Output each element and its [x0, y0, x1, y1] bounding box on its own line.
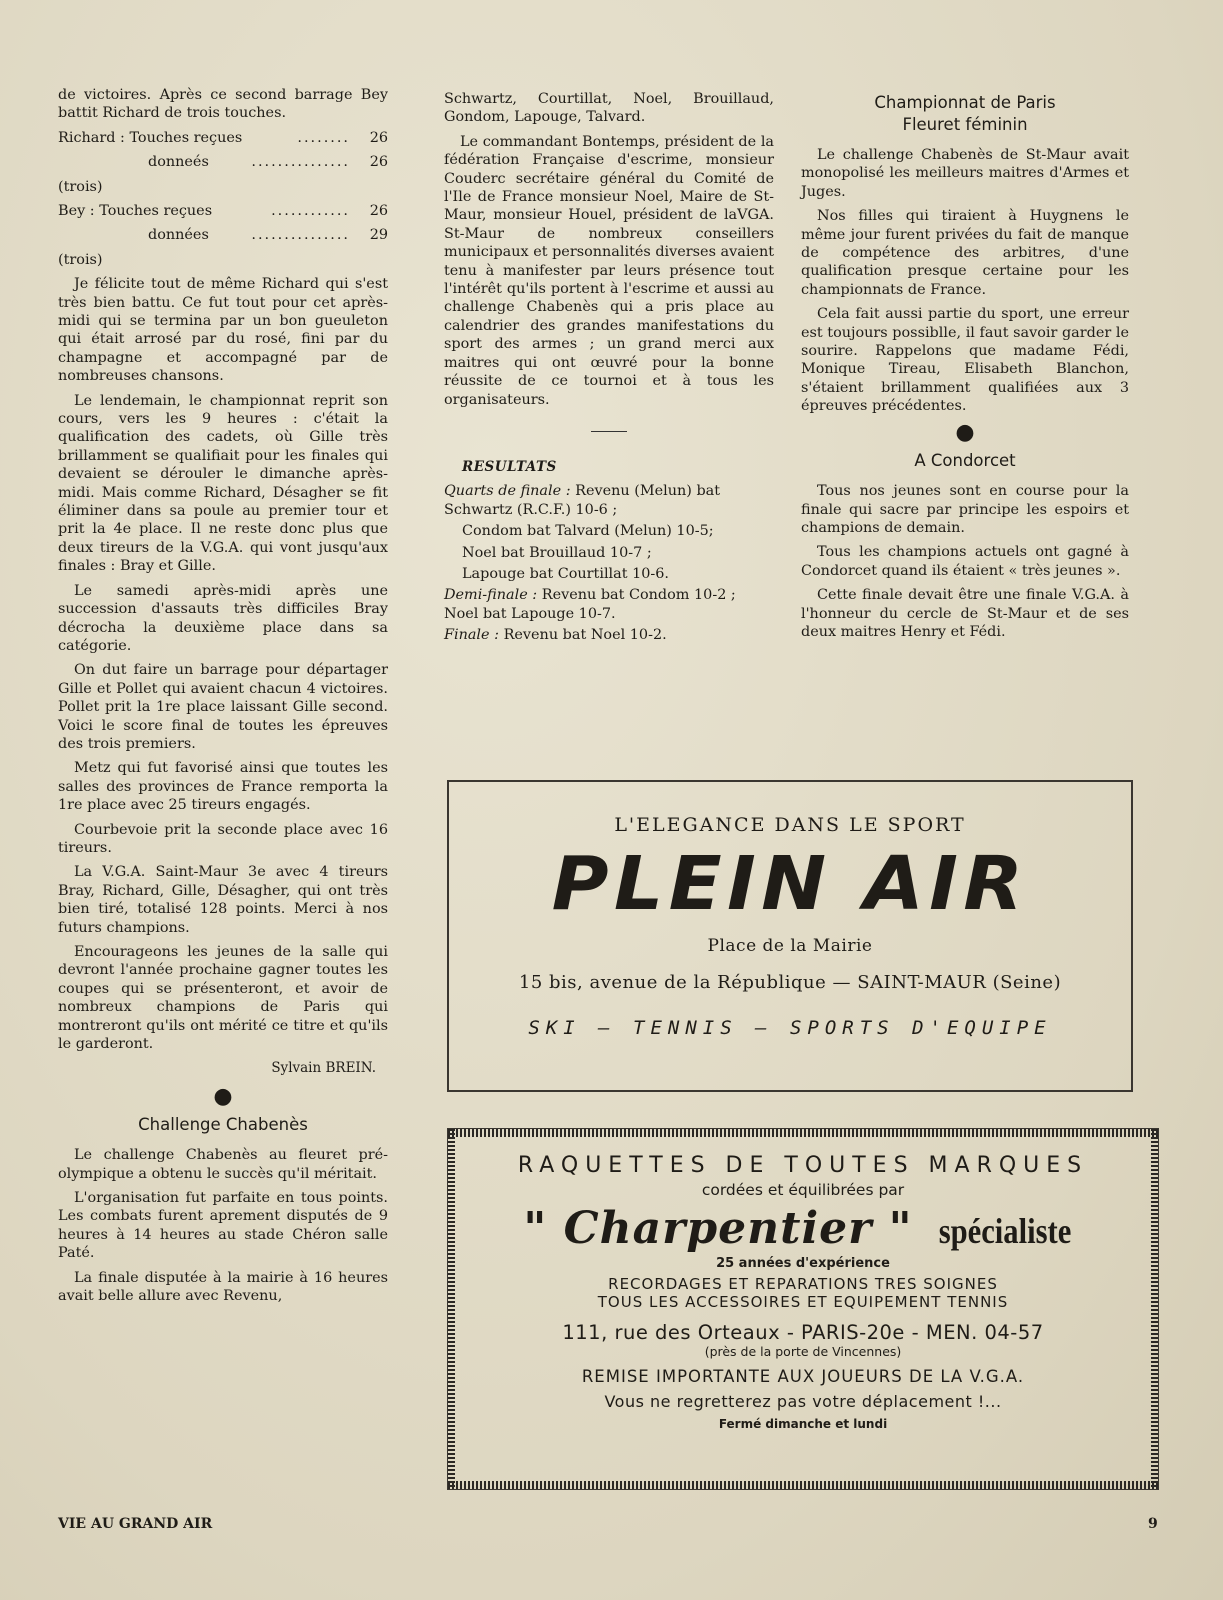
paragraph: Courbevoie prit la seconde place avec 16 tireurs.	[58, 821, 388, 856]
leader-dots: ........	[297, 129, 350, 146]
score-value: 29	[369, 227, 388, 244]
paragraph: L'organisation fut parfaite en tous points. Les combats furent aprement disputés de 9 heures à 14 heures au stade Chéron salle Paté.	[58, 1190, 388, 1262]
score-name: donneés	[148, 154, 209, 171]
paragraph: Schwartz, Courtillat, Noel, Brouillaud, Gondom, Lapouge, Talvard.	[444, 91, 774, 126]
publication-name: VIE AU GRAND AIR	[58, 1516, 213, 1532]
ad-subline: cordées et équilibrées par	[701, 1181, 905, 1199]
paragraph: Encourageons les jeunes de la salle qui devront l'année prochaine gagner toutes les coupes qui se présenteront, et avoir de nombreux champions de Paris qui montreront qu'ils ont mérité ce titre et qu'ils le garderont.	[58, 944, 388, 1053]
result-line: Quarts de finale : Revenu (Melun) bat Schwartz (R.C.F.) 10-6 ;	[444, 483, 721, 518]
section-bullet: ●	[955, 419, 975, 445]
section-heading: A Condorcet	[914, 451, 1016, 471]
paragraph: La V.G.A. Saint-Maur 3e avec 4 tireurs Bray, Richard, Gille, Désagher, qui ont très bien tiré, totalisé 128 points. Merci à nos futurs champions.	[58, 864, 388, 936]
ad-experience: 25 années d'expérience	[716, 1256, 890, 1271]
paragraph: Le lendemain, le championnat reprit son cours, vers les 9 heures : c'était la qualification des cadets, où Gille très brillamment se qualifiait pour les finales qui devaient se dérouler le dimanche après-midi. Mais comme Richard, Désagher se fit éliminer dans sa poule au premier tour et prit la 4e place. Il ne reste donc plus que deux tireurs de la V.G.A. qui vont jusqu'aux finales : Bray et Gille.	[58, 392, 388, 575]
ad-address: 15 bis, avenue de la République — SAINT-MAUR (Seine)	[518, 972, 1062, 993]
paragraph: de victoires. Après ce second barrage Bey battit Richard de trois touches.	[58, 87, 388, 122]
score-name: données	[148, 227, 209, 244]
result-line: Noel bat Brouillaud 10-7 ;	[462, 544, 652, 561]
paragraph: Je félicite tout de même Richard qui s'est très bien battu. Ce fut tout pour cet après-midi qui se termina par un bon gueuleton qui était arrosé par du rosé, fini par du champagne et accompagné par de nombreuses chansons.	[58, 276, 388, 385]
ad-brand: PLEIN AIR	[551, 841, 1029, 927]
paragraph: Le commandant Bontemps, président de la fédération Française d'escrime, monsieur Couderc secrétaire général du Comité de l'Ile de France monsieur Noel, Maire de St-Maur, monsieur Houel, président de laVGA. St-Maur de nombreux conseillers municipaux et personnalités diverses avaient tenu à manifester par leurs présence tout l'intérêt qu'ils portent à l'escrime et aussi au challenge Chabenès qui a pris place au calendrier des grandes manifestations du sport des armes ; un grand merci aux maitres qui ont œuvré pour la bonne réussite de ce tournoi et à tous les organisateurs.	[444, 133, 774, 408]
paragraph: Tous les champions actuels ont gagné à Condorcet quand ils étaient « très jeunes ».	[801, 544, 1129, 579]
advertisement-plein-air	[447, 780, 1133, 1092]
paragraph: Cela fait aussi partie du sport, une erreur est toujours possiblle, il faut savoir garder le sourire. Rappelons que madame Fédi, Monique Tireau, Elisabeth Blanchon, s'étaient brillamment qualifiées aux 3 épreuves précédentes.	[801, 306, 1129, 415]
ad-brand: " Charpentier "	[523, 1203, 913, 1254]
decorative-border	[448, 1129, 1158, 1137]
paragraph: On dut faire un barrage pour départager Gille et Pollet qui avaient chacun 4 victoires. Pollet prit la 1re place laissant Gille second. Voici le score final de toutes les épreuves des trois premiers.	[58, 662, 388, 752]
leader-dots: ............	[271, 203, 350, 219]
ad-discount: REMISE IMPORTANTE AUX JOUEURS DE LA V.G.A.	[581, 1367, 1025, 1386]
result-line: Lapouge bat Courtillat 10-6.	[462, 565, 669, 582]
score-row	[58, 226, 388, 244]
paragraph: Metz qui fut favorisé ainsi que toutes les salles des provinces de France remporta la 1re place avec 25 tireurs engagés.	[58, 760, 388, 814]
left-column	[58, 86, 388, 1312]
result-label: Quarts de finale :	[444, 483, 571, 500]
right-column	[801, 92, 1129, 647]
score-row	[58, 202, 388, 220]
ad-address-note: (près de la porte de Vincennes)	[704, 1344, 902, 1359]
middle-column	[444, 90, 774, 648]
paragraph: La finale disputée à la mairie à 16 heures avait belle allure avec Revenu,	[58, 1269, 388, 1305]
score-note: (trois)	[58, 178, 103, 195]
paragraph: Tous nos jeunes sont en course pour la finale qui sacre par principe les espoirs et champions de demain.	[801, 483, 1129, 536]
result-label: Finale :	[444, 627, 499, 644]
decorative-border	[1151, 1129, 1158, 1489]
score-value: 26	[369, 154, 388, 171]
ad-tagline: L'ELEGANCE DANS LE SPORT	[614, 814, 966, 836]
result-line: Demi-finale : Revenu bat Condom 10-2 ; Noel bat Lapouge 10-7.	[444, 587, 736, 622]
score-row	[58, 129, 388, 147]
result-label: Demi-finale :	[444, 587, 538, 604]
ad-specialist: spécialiste	[938, 1211, 1071, 1251]
result-line: Condom bat Talvard (Melun) 10-5;	[462, 523, 714, 540]
paragraph: Cette finale devait être une finale V.G.A. à l'honneur du cercle de St-Maur et de ses deux maitres Henry et Fédi.	[801, 587, 1129, 640]
score-name: Bey : Touches reçues	[58, 203, 213, 219]
section-heading: Challenge Chabenès	[138, 1115, 308, 1135]
ad-sports: SKI — TENNIS — SPORTS D'EQUIPE	[528, 1017, 1052, 1039]
score-value: 26	[369, 203, 388, 219]
section-bullet: ●	[213, 1083, 233, 1109]
page-number: 9	[1148, 1516, 1158, 1532]
results-block	[444, 482, 774, 644]
ad-headline: RAQUETTES DE TOUTES MARQUES	[517, 1153, 1089, 1178]
ad-address: 111, rue des Orteaux - PARIS-20e - MEN. 04-57	[562, 1321, 1044, 1344]
results-title: RESULTATS	[462, 458, 557, 475]
advertisement-charpentier	[447, 1128, 1159, 1490]
ad-services: RECORDAGES ET REPARATIONS TRES SOIGNES TOUS LES ACCESSOIRES ET EQUIPEMENT TENNIS	[597, 1275, 1009, 1311]
score-note: (trois)	[58, 251, 103, 268]
result-line: Finale : Revenu bat Noel 10-2.	[444, 627, 667, 644]
paragraph: Le challenge Chabenès de St-Maur avait monopolisé les meilleurs maitres d'Armes et Juges.	[801, 147, 1129, 200]
leader-dots: ...............	[251, 227, 350, 244]
decorative-border	[448, 1129, 455, 1489]
ad-hours: Fermé dimanche et lundi	[718, 1417, 888, 1431]
score-name: Richard : Touches reçues	[58, 129, 243, 146]
ad-address: Place de la Mairie	[707, 936, 873, 956]
leader-dots: ...............	[251, 154, 350, 171]
signature: Sylvain BREIN.	[271, 1060, 376, 1077]
separator	[591, 431, 627, 432]
score-value: 26	[369, 129, 388, 146]
paragraph: Le challenge Chabenès au fleuret pré-olympique a obtenu le succès qu'il méritait.	[58, 1147, 388, 1182]
decorative-border	[448, 1481, 1158, 1489]
score-row	[58, 153, 388, 171]
ad-brand-line	[448, 1203, 1158, 1254]
ad-regret: Vous ne regretterez pas votre déplacement !...	[604, 1392, 1002, 1411]
section-heading: Championnat de Paris Fleuret féminin	[874, 93, 1056, 134]
paragraph: Le samedi après-midi après une succession d'assauts très difficiles Bray décrocha la deuxième place dans sa catégorie.	[58, 582, 388, 654]
paragraph: Nos filles qui tiraient à Huygnens le même jour furent privées du fait de manque de compétence des arbitres, d'une qualification presque certaine pour les championnats de France.	[801, 208, 1129, 298]
